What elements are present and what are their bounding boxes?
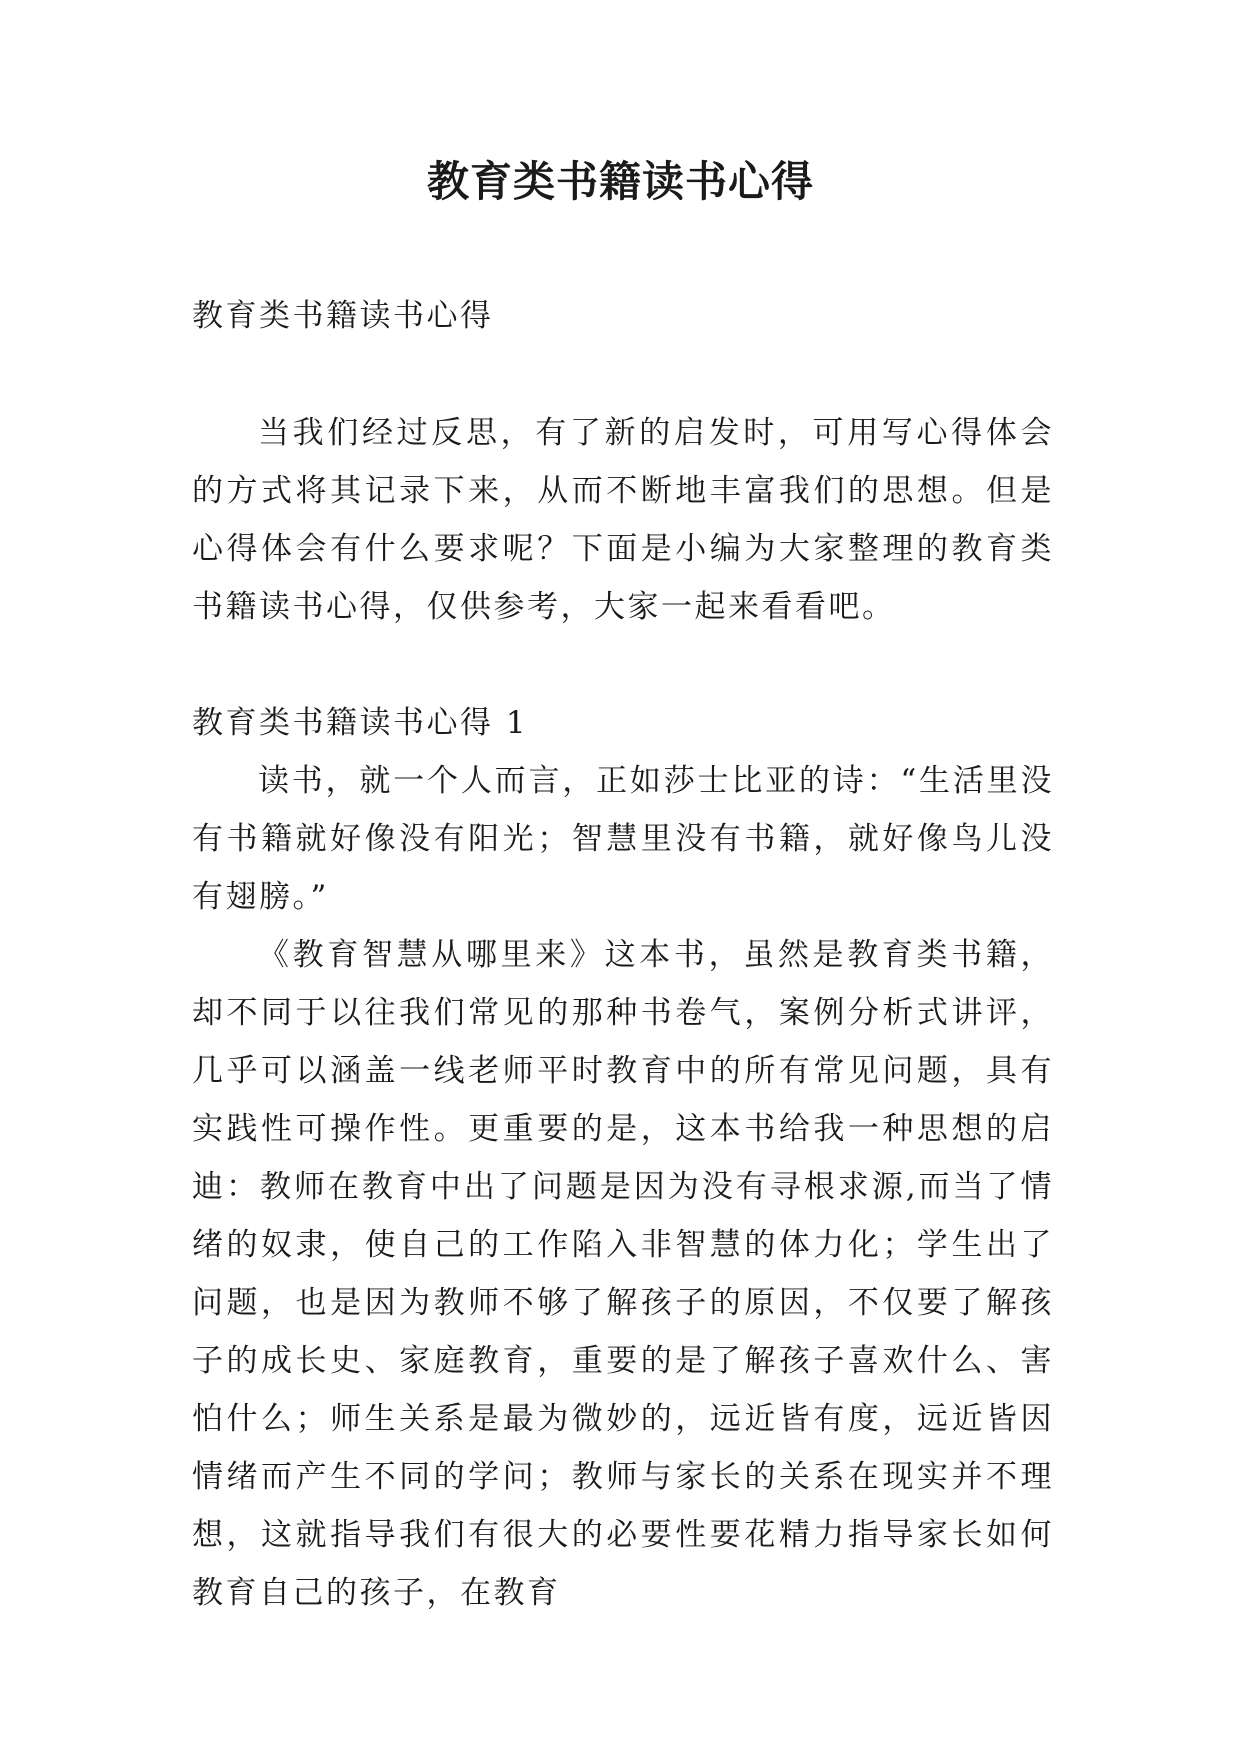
document-title: 教育类书籍读书心得 <box>426 157 814 206</box>
section-heading: 教育类书籍读书心得 1 <box>192 705 529 741</box>
document-subtitle: 教育类书籍读书心得 <box>192 298 494 334</box>
quote-paragraph: 读书，就一个人而言，正如莎士比亚的诗：“生活里没有书籍就好像没有阳光；智慧里没有书籍，就好像鸟儿没有翅膀。” <box>192 763 1054 915</box>
intro-paragraph: 当我们经过反思，有了新的启发时，可用写心得体会的方式将其记录下来，从而不断地丰富我们的思想。但是心得体会有什么要求呢？下面是小编为大家整理的教育类书籍读书心得，仅供参考，大家一起来看看吧。 <box>192 415 1054 625</box>
book-review-paragraph: 《教育智慧从哪里来》这本书，虽然是教育类书籍，却不同于以往我们常见的那种书卷气，案例分析式讲评，几乎可以涵盖一线老师平时教育中的所有常见问题，具有实践性可操作性。更重要的是，这本书给我一种思想的启迪：教师在教育中出了问题是因为没有寻根求源,而当了情绪的奴隶，使自己的工作陷入非智慧的体力化；学生出了问题，也是因为教师不够了解孩子的原因，不仅要了解孩子的成长史、家庭教育，重要的是了解孩子喜欢什么、害怕什么；师生关系是最为微妙的，远近皆有度，远近皆因情绪而产生不同的学问；教师与家长的关系在现实并不理想，这就指导我们有很大的必要性要花精力指导家长如何教育自己的孩子，在教育 <box>192 937 1054 1611</box>
